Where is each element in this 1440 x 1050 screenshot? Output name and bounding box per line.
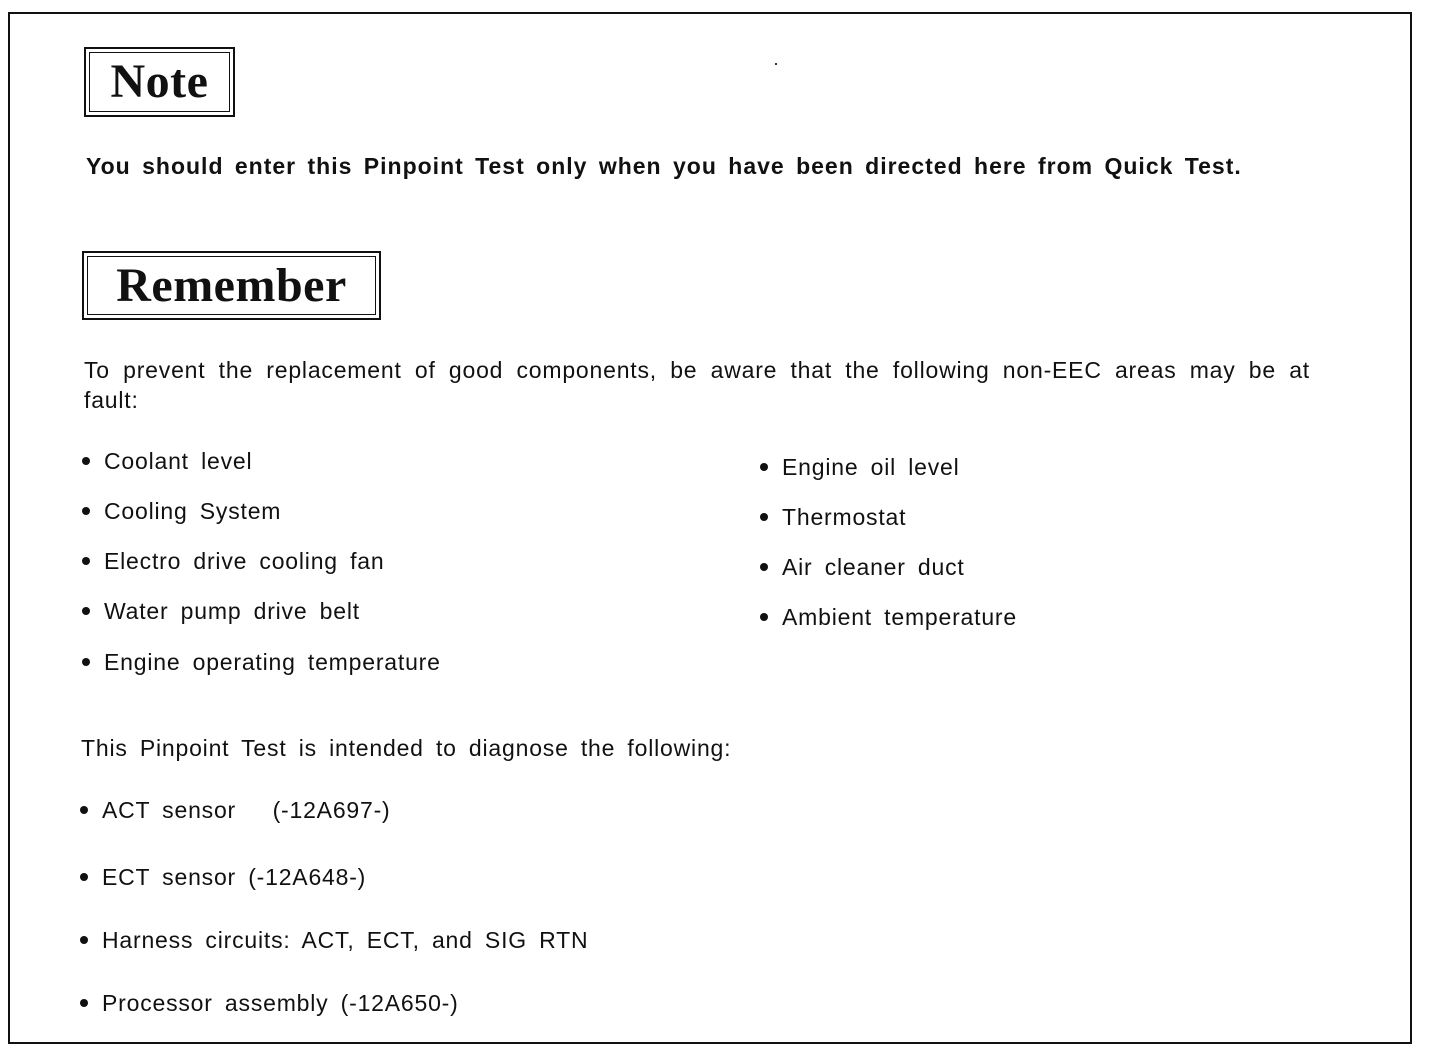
list-item: Water pump drive belt (82, 596, 360, 626)
list-item: Electro drive cooling fan (82, 546, 384, 576)
remember-heading-box (82, 251, 381, 320)
diagnose-intro: This Pinpoint Test is intended to diagnose the following: (81, 735, 732, 761)
bullet-icon (80, 936, 88, 944)
list-item: Engine operating temperature (82, 647, 441, 677)
bullet-icon (82, 507, 90, 515)
bullet-icon (760, 613, 768, 621)
list-item: Harness circuits: ACT, ECT, and SIG RTN (80, 925, 588, 955)
bullet-icon (760, 513, 768, 521)
bullet-icon (80, 806, 88, 814)
note-heading-box (84, 47, 235, 117)
list-item: Coolant level (82, 446, 252, 476)
note-heading-inner-border (89, 52, 230, 112)
list-item: ECT sensor (-12A648-) (80, 862, 366, 892)
list-item: Processor assembly (-12A650-) (80, 988, 459, 1018)
bullet-icon (82, 607, 90, 615)
scan-speck (775, 63, 777, 65)
note-heading: Note (110, 55, 209, 108)
list-item: Ambient temperature (760, 602, 1017, 632)
remember-text: To prevent the replacement of good components, be aware that the following non-EEC areas may be at fault: (84, 357, 1310, 413)
bullet-icon (760, 463, 768, 471)
list-item: ACT sensor (-12A697-) (80, 795, 391, 825)
note-text: You should enter this Pinpoint Test only when you have been directed here from Quick Test. (86, 153, 1242, 179)
bullet-icon (80, 873, 88, 881)
bullet-icon (80, 999, 88, 1007)
bullet-icon (82, 457, 90, 465)
bullet-icon (760, 563, 768, 571)
list-item: Air cleaner duct (760, 552, 965, 582)
list-item: Thermostat (760, 502, 906, 532)
list-item: Engine oil level (760, 452, 960, 482)
remember-heading-inner-border (87, 256, 376, 315)
remember-heading: Remember (116, 258, 347, 312)
bullet-icon (82, 557, 90, 565)
list-item: Cooling System (82, 496, 281, 526)
bullet-icon (82, 658, 90, 666)
